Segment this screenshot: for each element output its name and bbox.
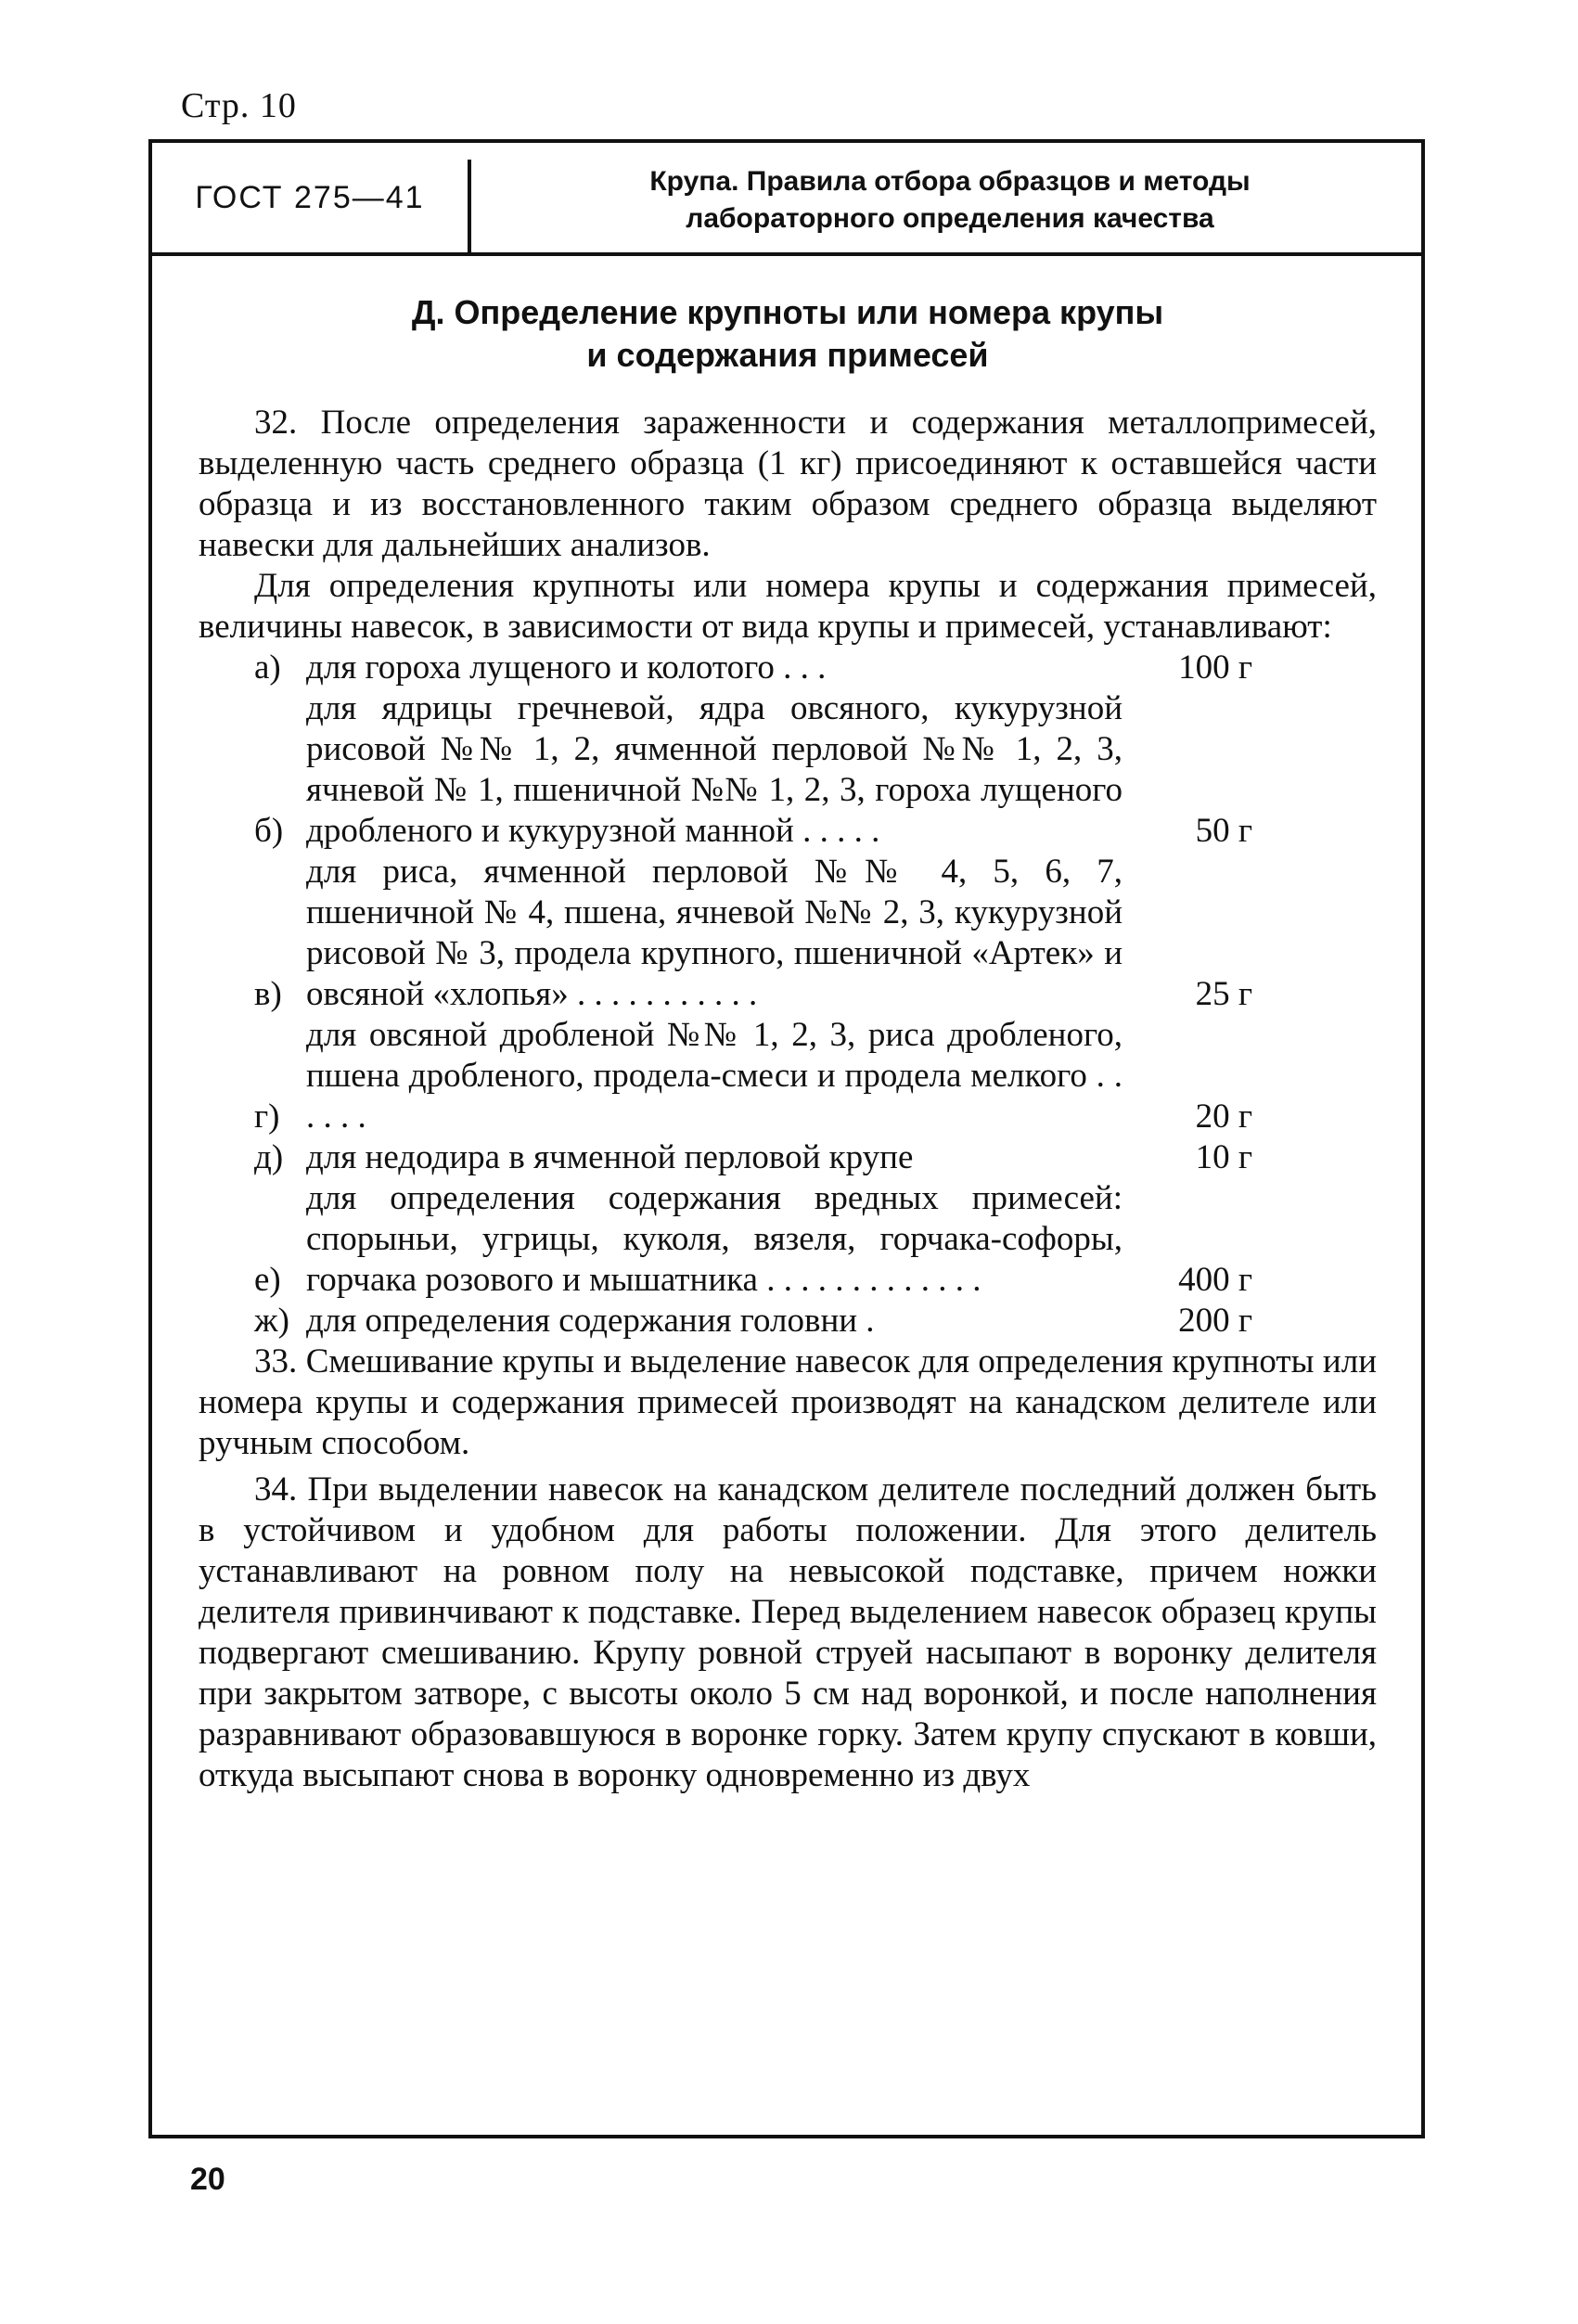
paragraph-34: 34. При выделении навесок на канадском делителе последний должен быть в устойчивом и удобном для работы положении. Для этого делитель устанавливают на ровном полу на невысокой подставке, причем ножки делителя привинчивают к подставке. Перед выделением навесок образец крупы подвергают смешиванию. Крупу ровной струей насыпают в воронку делителя при закрытом затворе, с высоты около 5 см над воронкой, и после наполнения разравнивают образовавшуюся в воронке горку. Затем крупу спускают в ковши, откуда высыпают снова в воронку одновременно из двух xyxy=(199,1470,1377,1794)
section-title-line-2: и содержания примесей xyxy=(586,336,989,374)
list-item-value: 10 г xyxy=(1195,1138,1252,1176)
list-item xyxy=(199,648,1377,688)
paragraph-intro: Для определения крупноты или номера крупы и содержания примесей, величины навесок, в зависимости от вида крупы и примесей, устанавливают: xyxy=(199,567,1377,646)
page-label: Стр. 10 xyxy=(181,86,297,125)
list-item xyxy=(199,852,1377,1015)
list-item-text: для риса, ячменной перловой №№ 4, 5, 6, 7, пшеничной № 4, пшена, ячневой №№ 2, 3, кукурузной рисовой № 3, продела крупного, пшеничной «Артек» и овсяной «хлопья» . . . . . . . . . . . xyxy=(306,853,1123,1013)
list-item-value: 50 г xyxy=(1195,812,1252,850)
list-marker: ж) xyxy=(254,1302,289,1340)
list-item-text: для определения содержания головни . xyxy=(306,1302,875,1340)
list-item xyxy=(199,1301,1377,1342)
gost-number: ГОСТ 275—41 xyxy=(195,179,425,215)
list-marker: е) xyxy=(254,1261,281,1299)
list-item-value: 20 г xyxy=(1195,1098,1252,1136)
list-item xyxy=(199,1178,1377,1301)
document-title-line-1: Крупа. Правила отбора образцов и методы xyxy=(649,166,1251,197)
document-title-line-2: лабораторного определения качества xyxy=(686,203,1214,234)
list-item-value: 200 г xyxy=(1178,1302,1252,1340)
paragraph-33: 33. Смешивание крупы и выделение навесок для определения крупноты или номера крупы и содержания примесей производят на канадском делителе или ручным способом. xyxy=(199,1342,1377,1462)
list-item-text: для овсяной дробленой №№ 1, 2, 3, риса дробленого, пшена дробленого, продела-смеси и продела мелкого . . . . . . xyxy=(306,1016,1123,1136)
list-marker: д) xyxy=(254,1138,284,1176)
list-item-value: 400 г xyxy=(1178,1261,1252,1299)
list-item-text: для определения содержания вредных примесей: спорыньи, угрицы, куколя, вязеля, горчака-софоры, горчака розового и мышатника . . . . . . . . . . . . . xyxy=(306,1179,1123,1299)
document-title xyxy=(475,163,1425,238)
list-item-text: для недодира в ячменной перловой крупе xyxy=(306,1138,914,1176)
list-item xyxy=(199,1015,1377,1137)
list-marker: б) xyxy=(254,812,284,850)
section-title xyxy=(199,291,1377,377)
list-item-text: для ядрицы гречневой, ядра овсяного, кукурузной рисовой №№ 1, 2, ячменной перловой №№ 1, 2, 3, ячневой № 1, пшеничной №№ 1, 2, 3, гороха лущеного дробленого и кукурузной манной . . . . . xyxy=(306,689,1123,850)
page-frame xyxy=(148,139,1425,2138)
header-divider xyxy=(468,160,471,252)
list-marker: в) xyxy=(254,975,282,1013)
list-item xyxy=(199,688,1377,852)
section-title-line-1: Д. Определение крупноты или номера крупы xyxy=(411,293,1164,331)
list-item-text: для гороха лущеного и колотого . . . xyxy=(306,648,827,687)
page-content xyxy=(199,291,1377,1796)
list-marker: а) xyxy=(254,648,281,687)
sample-weights-list xyxy=(199,648,1377,1342)
list-item-value: 25 г xyxy=(1195,975,1252,1013)
list-marker: г) xyxy=(254,1098,280,1136)
list-item xyxy=(199,1137,1377,1178)
paragraph-32: 32. После определения зараженности и содержания металлопримесей, выделенную часть среднего образца (1 кг) присоединяют к оставшейся части образца и из восстановленного таким образом среднего образца выделяют навески для дальнейших анализов. xyxy=(199,404,1377,564)
header-rule xyxy=(152,252,1421,256)
page-number: 20 xyxy=(190,2162,225,2197)
document-header xyxy=(152,143,1421,254)
list-item-value: 100 г xyxy=(1178,648,1252,687)
